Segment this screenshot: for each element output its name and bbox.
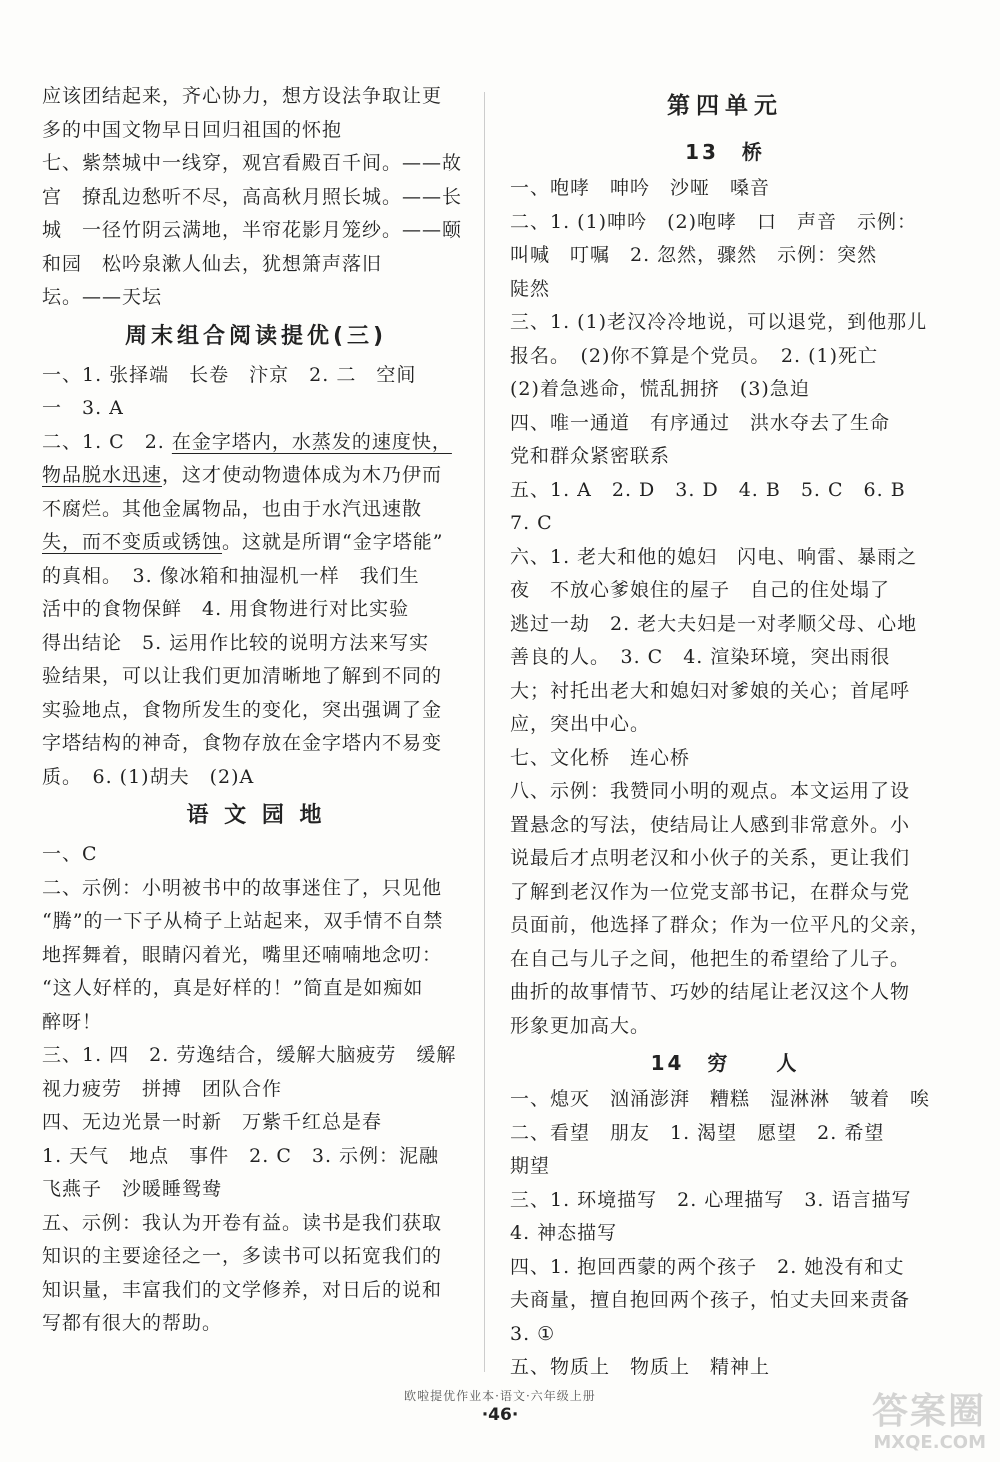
answer-line: 善良的人。 3. C 4. 渲染环境，突出雨很 bbox=[510, 646, 891, 668]
answer-line: 宫 撩乱边愁听不尽，高高秋月照长城。——长 bbox=[42, 185, 463, 208]
answer-line: 飞燕子 沙暖睡鸳鸯 bbox=[42, 1178, 223, 1200]
answer-line: 活中的食物保鲜 4. 用食物进行对比实验 bbox=[42, 598, 410, 620]
footer-book-title: 欧啦提优作业本·语文·六年级上册 bbox=[404, 1389, 596, 1403]
section-heading: 13 桥 bbox=[685, 140, 765, 164]
answer-line: 一、咆哮 呻吟 沙哑 嗓音 bbox=[510, 177, 771, 199]
answer-line: 写都有很大的帮助。 bbox=[42, 1312, 223, 1334]
answer-line: 应该团结起来，齐心协力，想方设法争取让更 bbox=[42, 85, 443, 107]
underlined-text: 物品脱水迅速 bbox=[42, 464, 163, 486]
answer-line: 八、示例：我赞同小明的观点。本文运用了设 bbox=[510, 780, 911, 802]
answer-line: 在自己与儿子之间，他把生的希望给了儿子。 bbox=[510, 947, 911, 970]
answer-line: 夜 不放心爹娘住的屋子 自己的住处塌了 bbox=[510, 579, 891, 601]
answer-line: 质。 6. (1)胡夫 (2)A bbox=[42, 765, 255, 788]
answer-line: 三、1. (1)老汉冷冷地说，可以退党，到他那儿 bbox=[510, 311, 928, 333]
watermark-top: 答案圈 bbox=[871, 1391, 986, 1432]
answer-line: 4. 神态描写 bbox=[510, 1222, 618, 1244]
answer-line: 五、示例：我认为开卷有益。读书是我们获取 bbox=[42, 1211, 443, 1234]
answer-line bbox=[42, 459, 470, 493]
section-heading: 语 文 园 地 bbox=[186, 803, 326, 828]
answer-line: 党和群众紧密联系 bbox=[510, 445, 671, 467]
answer-line: 夫商量，擅自抱回两个孩子，怕丈夫回来责备 bbox=[510, 1289, 911, 1311]
section-heading: 14 穷 人 bbox=[650, 1051, 800, 1075]
answer-line: 五、物质上 物质上 精神上 bbox=[510, 1356, 771, 1378]
answer-line: 叫喊 叮嘱 2. 忽然，骤然 示例：突然 bbox=[510, 244, 878, 266]
answer-line: 应，突出中心。 bbox=[510, 713, 651, 735]
answer-line: 得出结论 5. 运用作比较的说明方法来写实 bbox=[42, 631, 430, 654]
answer-line: 二、1. (1)呻吟 (2)咆哮 口 声音 示例： bbox=[510, 210, 917, 233]
answer-line: 知识的主要途径之一，多读书可以拓宽我们的 bbox=[42, 1245, 443, 1267]
answer-line: 坛。——天坛 bbox=[42, 286, 163, 308]
underlined-text: 在金字塔内，水蒸发的速度快， bbox=[171, 430, 452, 453]
watermark-bottom: MXQE.COM bbox=[873, 1432, 986, 1453]
answer-line: 四、1. 抱回西蒙的两个孩子 2. 她没有和丈 bbox=[510, 1255, 905, 1278]
line-text: ，这才使动物遗体成为木乃伊而 bbox=[162, 464, 443, 486]
column-divider bbox=[484, 92, 485, 1372]
right-column bbox=[510, 80, 940, 1385]
answer-line: 七、文化桥 连心桥 bbox=[510, 746, 691, 769]
unit-heading: 第四单元 bbox=[667, 93, 783, 119]
answer-line: 四、无边光景一时新 万紫千红总是春 bbox=[42, 1111, 383, 1133]
answer-line: 视力疲劳 拼搏 团队合作 bbox=[42, 1077, 283, 1100]
answer-line: 陡然 bbox=[510, 277, 551, 300]
answer-line: 不腐烂。其他金属物品，也由于水汽迅速散 bbox=[42, 497, 423, 520]
answer-line: 城 一径竹阴云满地，半帘花影月笼纱。——颐 bbox=[42, 219, 463, 241]
line-text: 二、1. C 2. bbox=[42, 430, 172, 453]
answer-line: 一、C bbox=[42, 843, 98, 865]
answer-line bbox=[42, 426, 470, 460]
answer-line bbox=[42, 526, 470, 560]
watermark-logo bbox=[796, 1392, 986, 1458]
section-heading: 周末组合阅读提优(三) bbox=[124, 323, 388, 349]
answer-line: 一、熄灭 汹涌澎湃 糟糕 湿淋淋 皱着 唉 bbox=[510, 1088, 931, 1110]
answer-line: 期望 bbox=[510, 1155, 551, 1177]
answer-line: 一、1. 张择端 长卷 汴京 2. 二 空间 bbox=[42, 363, 417, 386]
answer-line: 置悬念的写法，使结局让人感到非常意外。小 bbox=[510, 813, 911, 836]
answer-line: (2)着急逃命，慌乱拥挤 (3)急迫 bbox=[510, 378, 810, 400]
answer-line: 一 3. A bbox=[42, 397, 124, 419]
answer-line: 1. 天气 地点 事件 2. C 3. 示例：泥融 bbox=[42, 1144, 440, 1167]
answer-line: 三、1. 环境描写 2. 心理描写 3. 语言描写 bbox=[510, 1188, 912, 1211]
answer-line: 形象更加高大。 bbox=[510, 1014, 651, 1037]
line-text: 。这就是所谓“金字塔能” bbox=[222, 531, 444, 553]
answer-line: 地挥舞着，眼睛闪着光，嘴里还喃喃地念叨： bbox=[42, 943, 443, 966]
answer-line: 说最后才点明老汉和小伙子的关系，更让我们 bbox=[510, 847, 911, 869]
answer-line: 七、紫禁城中一线穿，观宫看殿百千间。——故 bbox=[42, 152, 463, 174]
answer-line: 逃过一劫 2. 老大夫妇是一对孝顺父母、心地 bbox=[510, 612, 918, 635]
answer-line: 字塔结构的神奇，食物存放在金字塔内不易变 bbox=[42, 732, 443, 754]
answer-line: “腾”的一下子从椅子上站起来，双手情不自禁 bbox=[42, 910, 444, 932]
left-column bbox=[42, 80, 470, 1341]
answer-line: 知识量，丰富我们的文学修养，对日后的说和 bbox=[42, 1278, 443, 1301]
answer-line: 7. C bbox=[510, 512, 553, 534]
answer-line: 曲折的故事情节、巧妙的结尾让老汉这个人物 bbox=[510, 981, 911, 1003]
answer-line: 醉呀！ bbox=[42, 1010, 103, 1033]
answer-line: 六、1. 老大和他的媳妇 闪电、响雷、暴雨之 bbox=[510, 545, 918, 568]
answer-line: 四、唯一通道 有序通过 洪水夺去了生命 bbox=[510, 411, 891, 434]
answer-line: 五、1. A 2. D 3. D 4. B 5. C 6. B bbox=[510, 478, 906, 501]
answer-line: 二、看望 朋友 1. 渴望 愿望 2. 希望 bbox=[510, 1121, 885, 1144]
answer-line: 和园 松吟泉漱人仙去，犹想箫声落旧 bbox=[42, 252, 383, 275]
answer-line: 多的中国文物早日回归祖国的怀抱 bbox=[42, 118, 343, 141]
page-number: ·46· bbox=[481, 1405, 519, 1425]
answer-line: “这人好样的，真是好样的！”简直是如痴如 bbox=[42, 977, 424, 999]
answer-line: 的真相。 3. 像冰箱和抽湿机一样 我们生 bbox=[42, 564, 420, 587]
underlined-text: 失，而不变质或锈蚀 bbox=[42, 531, 223, 553]
answer-line: 三、1. 四 2. 劳逸结合，缓解大脑疲劳 缓解 bbox=[42, 1044, 457, 1066]
answer-line: 验结果，可以让我们更加清晰地了解到不同的 bbox=[42, 665, 443, 687]
answer-line: 了解到老汉作为一位党支部书记，在群众与党 bbox=[510, 880, 911, 903]
answer-line: 报名。 (2)你不算是个党员。 2. (1)死亡 bbox=[510, 344, 878, 367]
answer-line: 实验地点，食物所发生的变化，突出强调了金 bbox=[42, 698, 443, 721]
answer-line: 二、示例：小明被书中的故事迷住了，只见他 bbox=[42, 876, 443, 899]
answer-line: 大；衬托出老大和媳妇对爹娘的关心；首尾呼 bbox=[510, 679, 911, 702]
answer-line: 3. ① bbox=[510, 1322, 556, 1345]
answer-line: 员面前，他选择了群众；作为一位平凡的父亲， bbox=[510, 914, 931, 936]
